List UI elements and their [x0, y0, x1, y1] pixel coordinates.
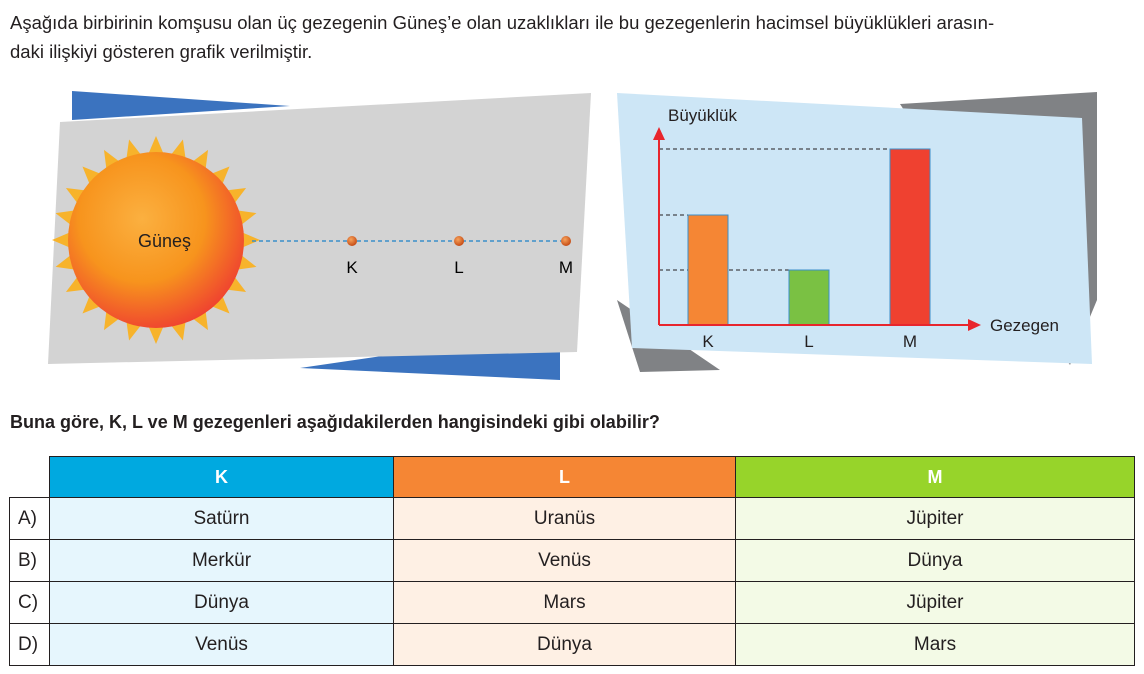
option-label[interactable]: B) [10, 540, 50, 582]
cell-k: Satürn [50, 498, 394, 540]
cell-l: Dünya [394, 624, 736, 666]
option-label[interactable]: C) [10, 582, 50, 624]
header-k: K [50, 457, 394, 498]
sun-label: Güneş [138, 231, 192, 251]
planet-k-label: K [346, 258, 358, 277]
cell-m: Mars [736, 624, 1135, 666]
solar-diagram [48, 91, 591, 380]
cell-l: Venüs [394, 540, 736, 582]
bar-m [890, 149, 930, 325]
cell-m: Jüpiter [736, 498, 1135, 540]
intro-line-2: daki ilişkiyi gösteren grafik verilmiştir. [10, 41, 313, 62]
y-axis-label: Büyüklük [668, 106, 737, 125]
answer-row-c[interactable] [10, 582, 1135, 624]
header-l: L [394, 457, 736, 498]
cell-m: Dünya [736, 540, 1135, 582]
header-blank-cell [10, 457, 50, 498]
planet-l-label: L [454, 258, 464, 277]
chart-panel [617, 92, 1097, 372]
planet-m-label: M [558, 258, 574, 277]
planet-m-dot [561, 236, 571, 246]
answer-table [9, 456, 1135, 666]
x-axis-label: Gezegen [990, 316, 1059, 335]
cell-m: Jüpiter [736, 582, 1135, 624]
bar-k [688, 215, 728, 325]
cell-k: Merkür [50, 540, 394, 582]
option-label[interactable]: A) [10, 498, 50, 540]
cell-l: Uranüs [394, 498, 736, 540]
intro-line-1: Aşağıda birbirinin komşusu olan üç gezegenin Güneş’e olan uzaklıkları ile bu gezegenlerin hacimsel büyüklükleri arasın- [10, 12, 995, 33]
x-tick-label-l: L [804, 332, 814, 351]
planet-l-dot [454, 236, 464, 246]
answer-row-a[interactable] [10, 498, 1135, 540]
answer-table-header [10, 457, 1135, 498]
bar-l [789, 270, 829, 325]
header-m: M [736, 457, 1135, 498]
answer-row-d[interactable] [10, 624, 1135, 666]
cell-k: Venüs [50, 624, 394, 666]
cell-l: Mars [394, 582, 736, 624]
x-tick-label-m: M [902, 332, 918, 351]
x-tick-label-k: K [702, 332, 714, 351]
option-label[interactable]: D) [10, 624, 50, 666]
planet-k-dot [347, 236, 357, 246]
answer-row-b[interactable] [10, 540, 1135, 582]
question-text: Buna göre, K, L ve M gezegenleri aşağıdakilerden hangisindeki gibi olabilir? [10, 412, 660, 432]
cell-k: Dünya [50, 582, 394, 624]
